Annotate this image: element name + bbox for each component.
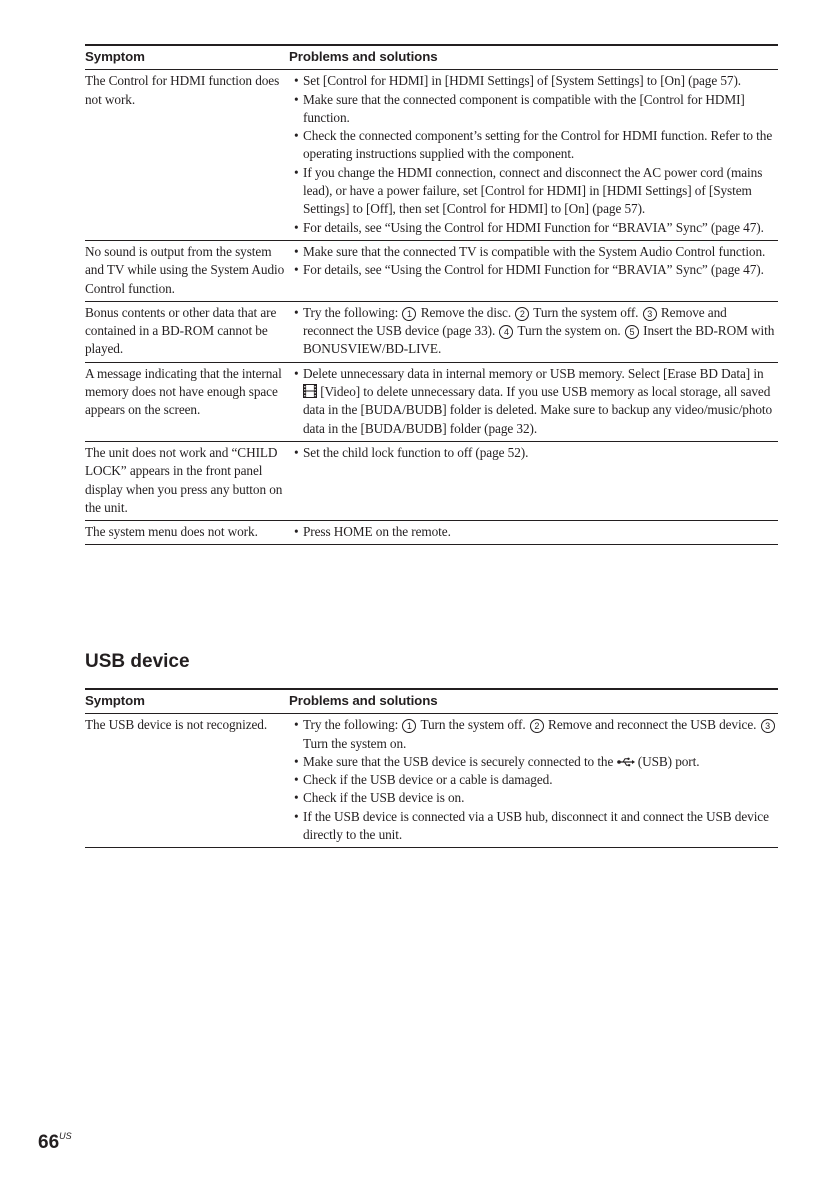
step-number-icon: 2 bbox=[515, 307, 529, 321]
step-number-icon: 1 bbox=[402, 307, 416, 321]
step-number-icon: 3 bbox=[643, 307, 657, 321]
symptom-cell: The Control for HDMI function does not work. bbox=[85, 73, 280, 107]
step-number-icon: 4 bbox=[499, 325, 513, 339]
symptom-cell: The system menu does not work. bbox=[85, 524, 258, 540]
page-number-value: 66 bbox=[38, 1132, 60, 1153]
solution-item bbox=[289, 304, 778, 359]
troubleshooting-table bbox=[85, 44, 778, 545]
usb-icon bbox=[617, 757, 635, 767]
solution-text: Remove and reconnect the USB device. bbox=[548, 717, 757, 733]
table-row bbox=[85, 521, 778, 545]
table-header bbox=[85, 688, 778, 714]
solution-item: • Make sure that the connected TV is compatible with the System Audio Control function. bbox=[289, 243, 778, 261]
page-number bbox=[38, 1131, 72, 1154]
table-row bbox=[85, 302, 778, 363]
symptom-header: Symptom bbox=[85, 49, 145, 64]
table-row bbox=[85, 363, 778, 442]
solutions-cell bbox=[289, 444, 778, 517]
symptom-cell: The unit does not work and “CHILD LOCK” appears in the front panel display when you press any button on the unit. bbox=[85, 444, 283, 515]
table-row bbox=[85, 442, 778, 521]
solution-text: Delete unnecessary data in internal memory or USB memory. Select [Erase BD Data] in bbox=[303, 365, 764, 381]
video-film-icon bbox=[303, 384, 317, 398]
solution-item: • If you change the HDMI connection, connect and disconnect the AC power cord (mains lead), or have a power failure, set [Control for HDMI] in [HDMI Settings] of [System Settings] to [Off], then set [Control for HDMI] to [On] (page 57). bbox=[289, 164, 778, 219]
solution-item bbox=[289, 753, 778, 771]
symptom-cell: Bonus contents or other data that are contained in a BD-ROM cannot be played. bbox=[85, 304, 277, 357]
solution-item: • Set [Control for HDMI] in [HDMI Settings] of [System Settings] to [On] (page 57). bbox=[289, 72, 778, 90]
region-code: US bbox=[59, 1131, 72, 1141]
solutions-header: Problems and solutions bbox=[289, 693, 438, 708]
solution-item: • Check if the USB device or a cable is damaged. bbox=[289, 771, 778, 789]
solution-item: • For details, see “Using the Control for HDMI Function for “BRAVIA” Sync” (page 47). bbox=[289, 219, 778, 237]
solution-text: [Video] to delete unnecessary data. If you use USB memory as local storage, all saved data in the [BUDA/BUDB] folder is deleted. Make sure to backup any video/music/photo data in the [BUDA/BUDB] folder (page 32). bbox=[303, 384, 773, 436]
solutions-cell bbox=[289, 304, 778, 359]
solution-text: Insert the BD-ROM with BONUSVIEW/BD-LIVE. bbox=[303, 323, 775, 357]
table-row bbox=[85, 714, 778, 848]
solutions-cell bbox=[289, 365, 778, 438]
symptom-cell: The USB device is not recognized. bbox=[85, 717, 268, 733]
solutions-header: Problems and solutions bbox=[289, 49, 438, 64]
solution-text: Turn the system on. bbox=[517, 323, 621, 339]
solution-item bbox=[289, 365, 778, 438]
table-row bbox=[85, 70, 778, 241]
solutions-cell bbox=[289, 523, 778, 541]
solution-item: • If the USB device is connected via a USB hub, disconnect it and connect the USB device directly to the unit. bbox=[289, 808, 778, 845]
solution-item: • Make sure that the connected component is compatible with the [Control for HDMI] function. bbox=[289, 91, 778, 128]
step-number-icon: 1 bbox=[402, 719, 416, 733]
solutions-cell bbox=[289, 243, 778, 298]
solutions-cell bbox=[289, 72, 778, 237]
solution-text: Make sure that the USB device is securely connected to the bbox=[303, 753, 614, 769]
step-number-icon: 5 bbox=[625, 325, 639, 339]
solution-item: • Set the child lock function to off (page 52). bbox=[289, 444, 778, 462]
solution-text: Remove and reconnect the USB device (page 33). bbox=[303, 304, 727, 339]
solution-text: (USB) port. bbox=[637, 753, 700, 769]
solution-item: • Check if the USB device is on. bbox=[289, 789, 778, 807]
solution-item: • For details, see “Using the Control for HDMI Function for “BRAVIA” Sync” (page 47). bbox=[289, 261, 778, 279]
solution-text: Try the following: bbox=[303, 304, 399, 320]
solution-item bbox=[289, 716, 778, 753]
usb-troubleshooting-table bbox=[85, 688, 778, 848]
solution-item: • Press HOME on the remote. bbox=[289, 523, 778, 541]
symptom-header: Symptom bbox=[85, 693, 145, 708]
symptom-cell: No sound is output from the system and TV while using the System Audio Control function. bbox=[85, 243, 285, 296]
table-row bbox=[85, 241, 778, 302]
solution-text: Turn the system off. bbox=[533, 304, 639, 320]
table-header bbox=[85, 44, 778, 70]
section-title: USB device bbox=[85, 651, 190, 672]
step-number-icon: 3 bbox=[761, 719, 775, 733]
solution-text: Try the following: bbox=[303, 717, 399, 733]
solution-text: Turn the system off. bbox=[420, 717, 526, 733]
symptom-cell: A message indicating that the internal memory does not have enough space appears on the screen. bbox=[85, 365, 282, 418]
solution-item: • Check the connected component’s setting for the Control for HDMI function. Refer to the operating instructions supplied with the component. bbox=[289, 127, 778, 164]
step-number-icon: 2 bbox=[530, 719, 544, 733]
solution-text: Turn the system on. bbox=[303, 735, 407, 751]
solutions-cell bbox=[289, 716, 778, 844]
solution-text: Remove the disc. bbox=[420, 304, 512, 320]
